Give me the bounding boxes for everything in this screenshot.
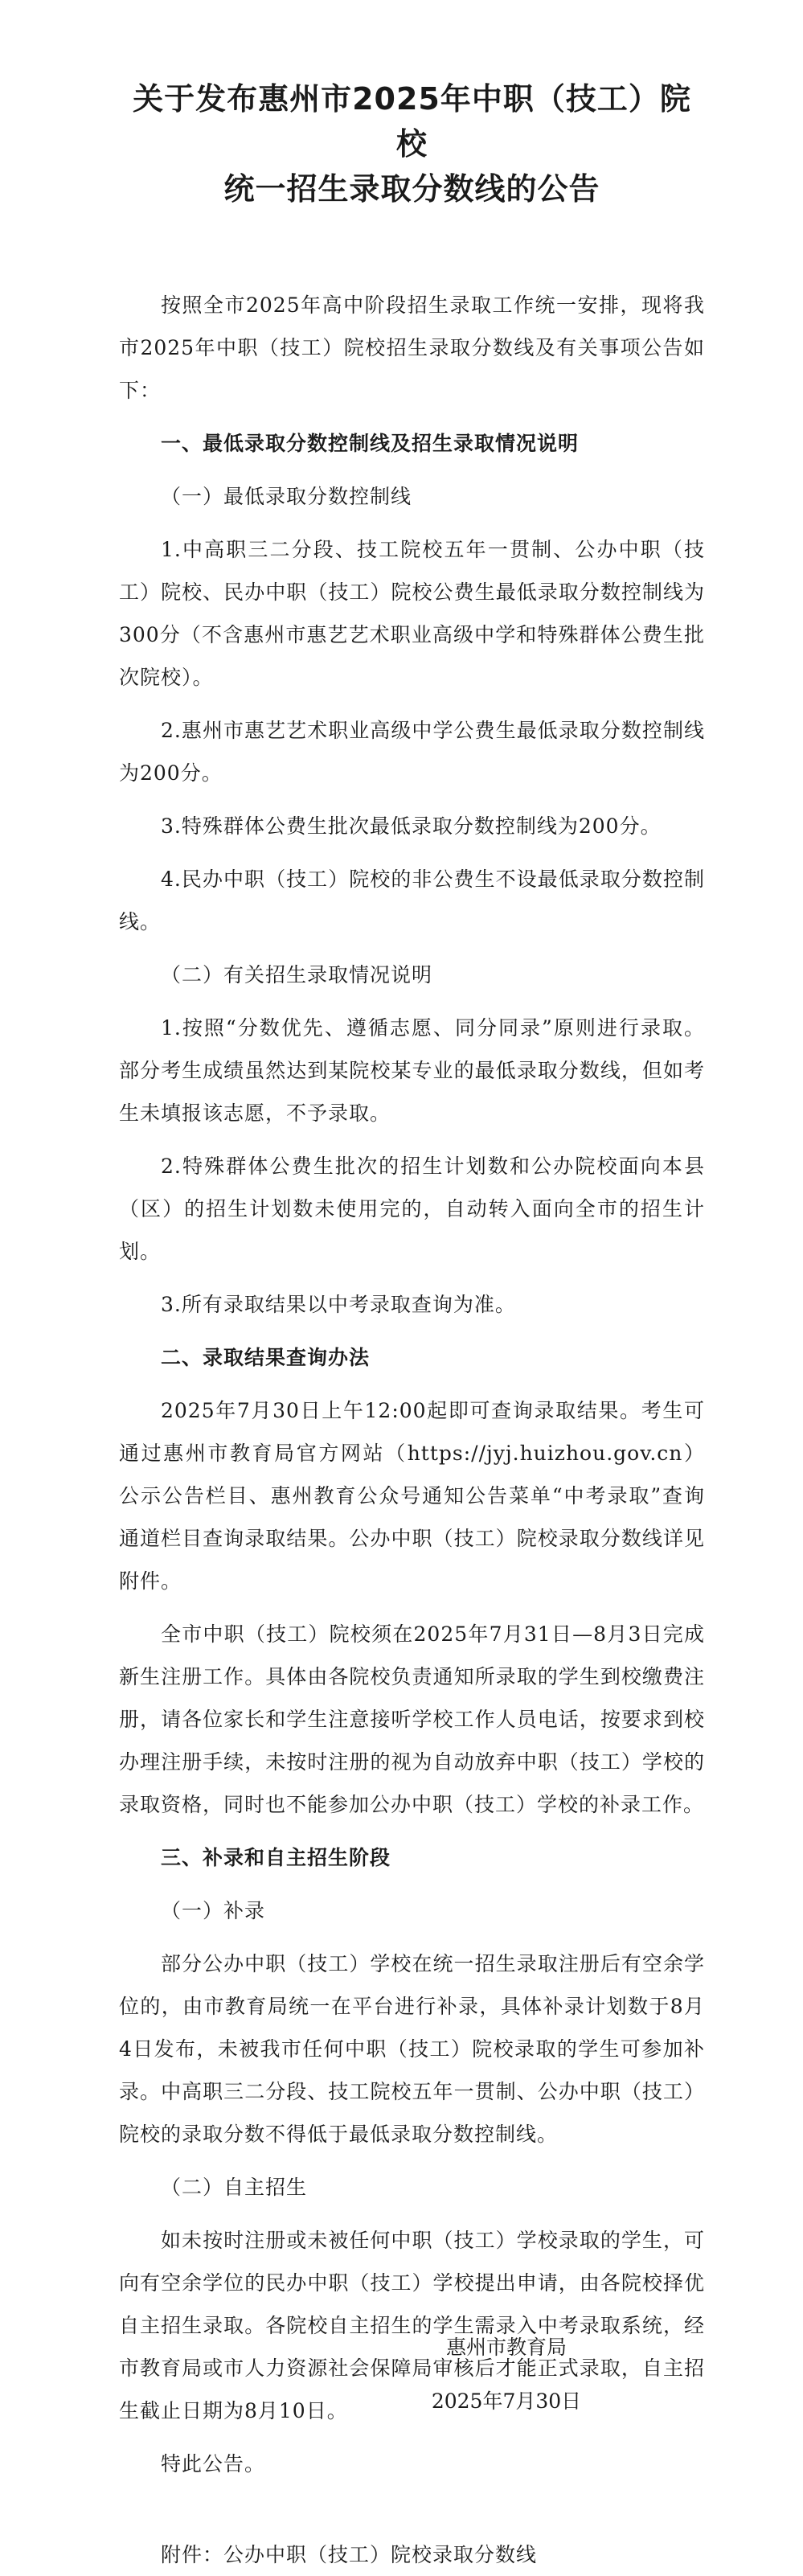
section-1-subheading-2: （二）有关招生录取情况说明 <box>161 963 433 987</box>
section-3-subheading-2: （二）自主招生 <box>161 2176 308 2199</box>
section-2-heading: 二、录取结果查询办法 <box>161 1346 371 1369</box>
section-1-heading: 一、最低录取分数控制线及招生录取情况说明 <box>161 432 580 455</box>
signature-date: 2025年7月30日 <box>431 2389 582 2413</box>
section-1-item: 3.特殊群体公费生批次最低录取分数控制线为200分。 <box>161 814 662 838</box>
section-1-item: 1.中高职三二分段、技工院校五年一贯制、公办中职（技工）院校、民办中职（技工）院校公费生最低录取分数控制线为300分（不含惠州市惠艺艺术职业高级中学和特殊群体公费生批次院校）。 <box>119 538 705 689</box>
document-title <box>119 76 705 211</box>
section-2-paragraph: 2025年7月30日上午12:00起即可查询录取结果。考生可通过惠州市教育局官方网站（https://jyj.huizhou.gov.cn）公示公告栏目、惠州教育公众号通知公告菜单“中考录取”查询通道栏目查询录取结果。公办中职（技工）院校录取分数线详见附件。 <box>119 1399 705 1593</box>
title-line-2: 统一招生录取分数线的公告 <box>223 171 600 207</box>
attachment-note: 附件：公办中职（技工）院校录取分数线 <box>161 2543 538 2566</box>
signature-organization: 惠州市教育局 <box>445 2336 567 2359</box>
section-3-paragraph: 部分公办中职（技工）学校在统一招生录取注册后有空余学位的，由市教育局统一在平台进行补录，具体补录计划数于8月4日发布，未被我市任何中职（技工）院校录取的学生可参加补录。中高职三二分段、技工院校五年一贯制、公办中职（技工）院校的录取分数不得低于最低录取分数控制线。 <box>119 1952 705 2146</box>
section-3-subheading-1: （一）补录 <box>161 1899 266 1922</box>
closing-text: 特此公告。 <box>161 2452 266 2476</box>
section-3-paragraph: 如未按时注册或未被任何中职（技工）学校录取的学生，可向有空余学位的民办中职（技工）学校提出申请，由各院校择优自主招生录取。各院校自主招生的学生需录入中考录取系统，经市教育局或市人力资源社会保障局审核后才能正式录取，自主招生截止日期为8月10日。 <box>119 2229 705 2422</box>
section-3-heading: 三、补录和自主招生阶段 <box>161 1846 391 1869</box>
title-line-1: 关于发布惠州市2025年中职（技工）院校 <box>133 81 691 162</box>
section-1-item: 4.民办中职（技工）院校的非公费生不设最低录取分数控制线。 <box>119 868 705 933</box>
section-1-subheading-1: （一）最低录取分数控制线 <box>161 485 412 508</box>
section-2-paragraph: 全市中职（技工）院校须在2025年7月31日—8月3日完成新生注册工作。具体由各院校负责通知所录取的学生到校缴费注册，请各位家长和学生注意接听学校工作人员电话，按要求到校办理注册手续，未按时注册的视为自动放弃中职（技工）学校的录取资格，同时也不能参加公办中职（技工）学校的补录工作。 <box>119 1622 705 1816</box>
section-1-note: 1.按照“分数优先、遵循志愿、同分同录”原则进行录取。部分考生成绩虽然达到某院校某专业的最低录取分数线，但如考生未填报该志愿，不予录取。 <box>119 1016 705 1125</box>
intro-paragraph: 按照全市2025年高中阶段招生录取工作统一安排，现将我市2025年中职（技工）院校招生录取分数线及有关事项公告如下： <box>119 293 705 402</box>
section-1-item: 2.惠州市惠艺艺术职业高级中学公费生最低录取分数控制线为200分。 <box>119 719 705 785</box>
section-1-note: 2.特殊群体公费生批次的招生计划数和公办院校面向本县（区）的招生计划数未使用完的，自动转入面向全市的招生计划。 <box>119 1155 705 1263</box>
section-1-note: 3.所有录取结果以中考录取查询为准。 <box>161 1293 516 1316</box>
